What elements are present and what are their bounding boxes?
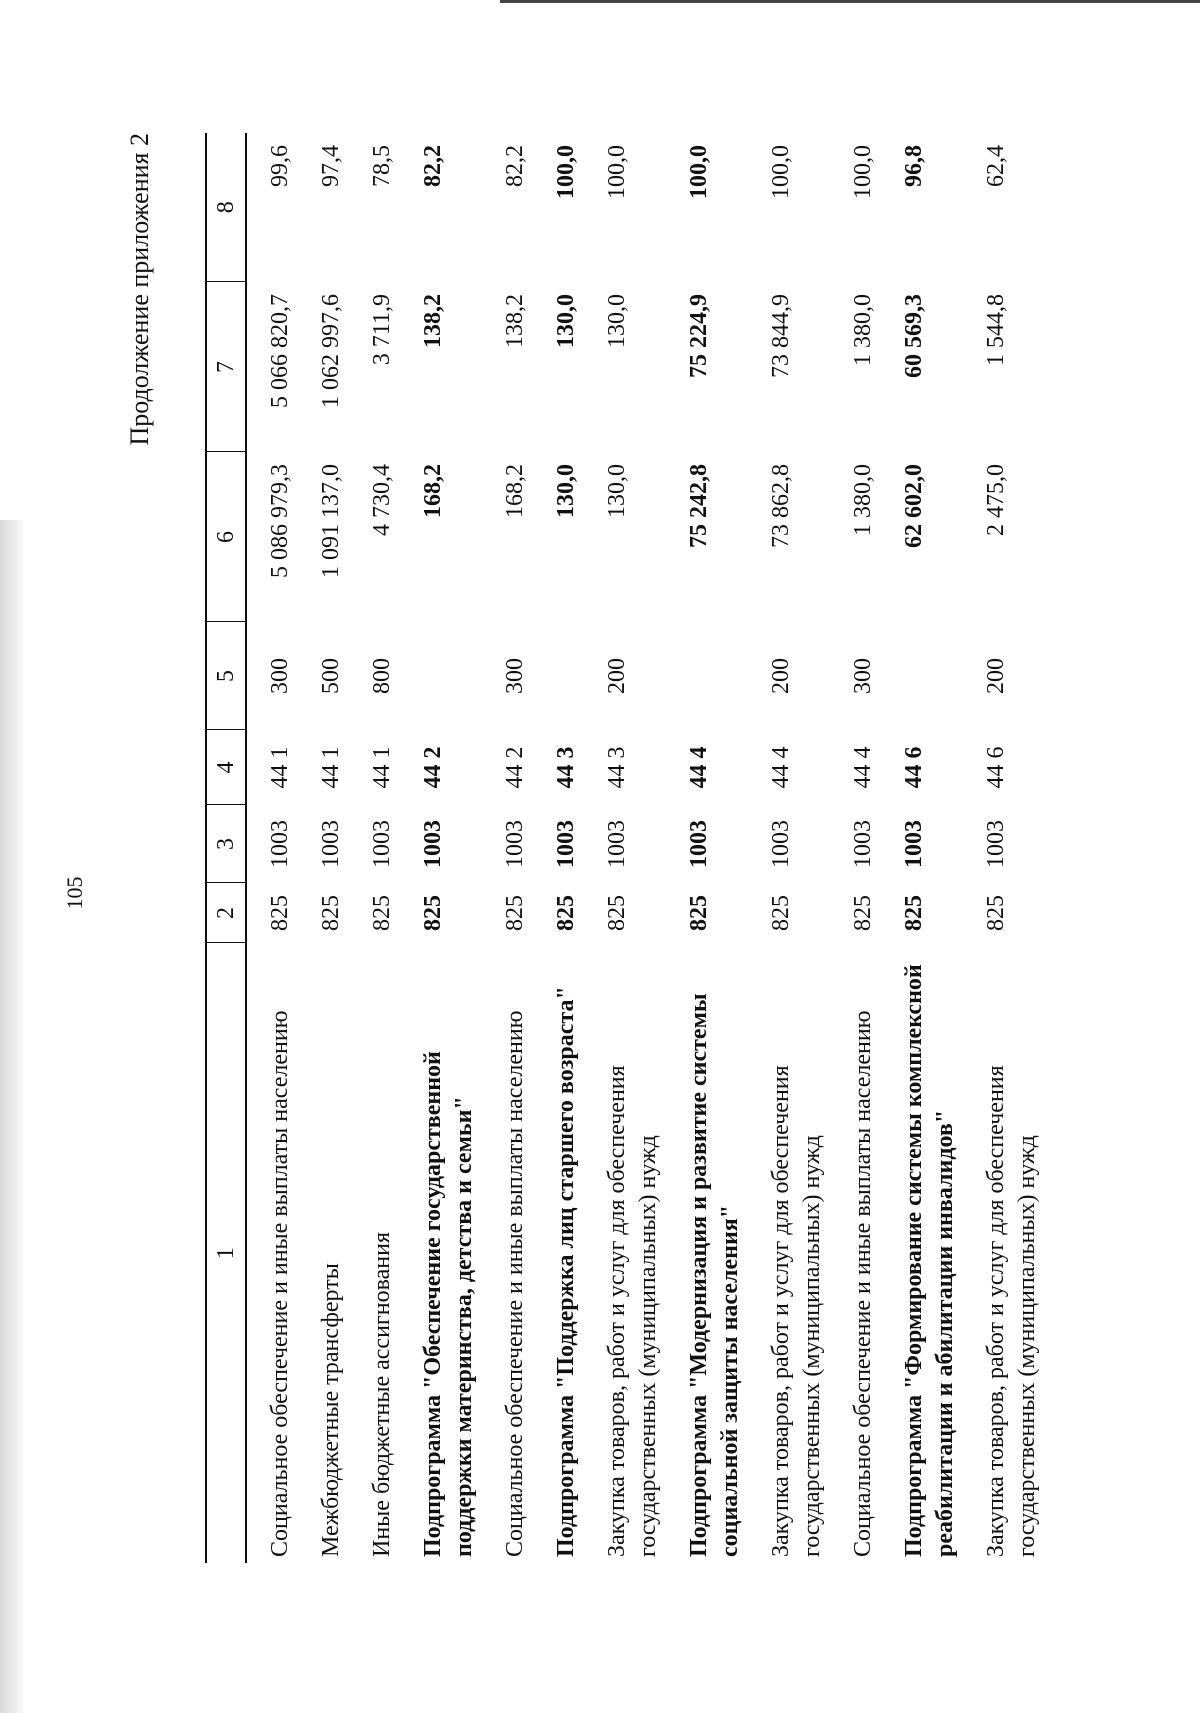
row-c8-cell: 62,4 [983, 145, 1009, 187]
row-c7-cell: 1 544,8 [983, 294, 1009, 366]
table-row [246, 133, 298, 1563]
row-name-cell: Подпрограмма "Обеспечение государственной поддержки материнства, детства и семьи" [420, 1051, 477, 1557]
row-c6-cell: 62 602,0 [901, 464, 927, 548]
table-row [748, 133, 830, 1563]
row-c7-cell: 73 844,9 [768, 294, 794, 378]
row-c6-cell: 1 091 137,0 [318, 464, 344, 578]
row-c7-cell: 130,0 [604, 294, 630, 348]
row-name-cell: Социальное обеспечение и иные выплаты населению [502, 1010, 528, 1557]
row-c3-cell: 1003 [604, 820, 630, 868]
row-c5-cell [533, 622, 584, 730]
row-c6-cell: 4 730,4 [369, 464, 395, 536]
column-header: 8 [206, 133, 246, 282]
row-c6-cell: 130,0 [553, 464, 579, 518]
row-c5-cell: 300 [502, 658, 528, 694]
row-c2-cell: 825 [318, 895, 344, 931]
row-c3-cell: 1003 [318, 820, 344, 868]
row-c5-cell [666, 622, 748, 730]
row-c8-cell: 100,0 [553, 145, 579, 199]
table-row [482, 133, 533, 1563]
row-c8-cell: 100,0 [686, 145, 712, 199]
row-c2-cell: 825 [553, 895, 579, 931]
table-row [584, 133, 666, 1563]
column-header: 6 [206, 452, 246, 622]
row-c6-cell: 1 380,0 [850, 464, 876, 536]
row-c3-cell: 1003 [983, 820, 1009, 868]
row-c7-cell: 130,0 [553, 294, 579, 348]
row-c6-cell: 2 475,0 [983, 464, 1009, 536]
row-c3-cell: 1003 [768, 820, 794, 868]
table-row [881, 133, 963, 1563]
row-name-cell: Иные бюджетные ассигнования [369, 1232, 395, 1557]
row-c3-cell: 1003 [901, 820, 927, 868]
row-c5-cell [881, 622, 963, 730]
row-c2-cell: 825 [502, 895, 528, 931]
column-header: 4 [206, 730, 246, 805]
row-c4-cell: 44 1 [369, 746, 395, 789]
row-c8-cell: 78,5 [369, 145, 395, 187]
row-c7-cell: 5 066 820,7 [267, 294, 293, 408]
table-row [533, 133, 584, 1563]
row-c6-cell: 130,0 [604, 464, 630, 518]
row-c7-cell: 75 224,9 [686, 294, 712, 378]
row-c3-cell: 1003 [502, 820, 528, 868]
row-c6-cell: 168,2 [502, 464, 528, 518]
row-c8-cell: 99,6 [267, 145, 293, 187]
row-c4-cell: 44 4 [850, 746, 876, 789]
row-c2-cell: 825 [983, 895, 1009, 931]
row-c5-cell: 500 [318, 658, 344, 694]
row-c7-cell: 138,2 [420, 294, 446, 348]
table-row [349, 133, 400, 1563]
table-row [963, 133, 1045, 1563]
column-header: 3 [206, 805, 246, 883]
row-name-cell: Социальное обеспечение и иные выплаты населению [267, 1010, 293, 1557]
row-c2-cell: 825 [850, 895, 876, 931]
row-c5-cell: 800 [369, 658, 395, 694]
row-c4-cell: 44 1 [267, 746, 293, 789]
row-c2-cell: 825 [369, 895, 395, 931]
row-c2-cell: 825 [604, 895, 630, 931]
row-c7-cell: 1 062 997,6 [318, 294, 344, 408]
column-header: 5 [206, 622, 246, 730]
table-row [830, 133, 881, 1563]
column-header: 2 [206, 883, 246, 943]
table-row [298, 133, 349, 1563]
row-c5-cell: 200 [983, 658, 1009, 694]
row-c7-cell: 60 569,3 [901, 294, 927, 378]
row-c7-cell: 3 711,9 [369, 294, 395, 366]
row-c2-cell: 825 [267, 895, 293, 931]
row-c4-cell: 44 3 [553, 746, 579, 789]
row-c8-cell: 96,8 [901, 145, 927, 187]
row-c8-cell: 97,4 [318, 145, 344, 187]
row-name-cell: Социальное обеспечение и иные выплаты населению [850, 1010, 876, 1557]
row-c3-cell: 1003 [850, 820, 876, 868]
row-c2-cell: 825 [420, 895, 446, 931]
table-row [666, 133, 748, 1563]
column-header: 1 [206, 943, 246, 1563]
row-name-cell: Закупка товаров, работ и услуг для обеспечения государственных (муниципальных) нужд [604, 1065, 661, 1557]
table-body [246, 133, 1045, 1563]
row-c6-cell: 5 086 979,3 [267, 464, 293, 578]
continuation-label: Продолжение приложения 2 [125, 133, 154, 446]
row-c2-cell: 825 [686, 895, 712, 931]
row-name-cell: Закупка товаров, работ и услуг для обеспечения государственных (муниципальных) нужд [768, 1065, 825, 1557]
row-c5-cell: 200 [604, 658, 630, 694]
row-c4-cell: 44 4 [768, 746, 794, 789]
row-c8-cell: 100,0 [850, 145, 876, 199]
row-c8-cell: 82,2 [420, 145, 446, 187]
row-c2-cell: 825 [901, 895, 927, 931]
row-c3-cell: 1003 [420, 820, 446, 868]
row-c7-cell: 1 380,0 [850, 294, 876, 366]
row-name-cell: Закупка товаров, работ и услуг для обеспечения государственных (муниципальных) нужд [983, 1065, 1040, 1557]
row-c4-cell: 44 3 [604, 746, 630, 789]
table-row [400, 133, 482, 1563]
page-number: 105 [62, 876, 87, 910]
row-c3-cell: 1003 [553, 820, 579, 868]
row-c4-cell: 44 4 [686, 746, 712, 789]
row-c4-cell: 44 2 [502, 746, 528, 789]
budget-table [205, 133, 1045, 1563]
row-c2-cell: 825 [768, 895, 794, 931]
row-c4-cell: 44 6 [901, 746, 927, 789]
row-c6-cell: 168,2 [420, 464, 446, 518]
row-c4-cell: 44 1 [318, 746, 344, 789]
row-name-cell: Межбюджетные трансферты [318, 1263, 344, 1557]
row-c5-cell [400, 622, 482, 730]
row-c3-cell: 1003 [267, 820, 293, 868]
row-name-cell: Подпрограмма "Модернизация и развитие системы социальной защиты населения" [686, 993, 743, 1557]
row-c8-cell: 100,0 [768, 145, 794, 199]
row-c5-cell: 300 [850, 658, 876, 694]
row-c6-cell: 75 242,8 [686, 464, 712, 548]
row-c3-cell: 1003 [369, 820, 395, 868]
row-name-cell: Подпрограмма "Формирование системы комплексной реабилитации и абилитации инвалидов" [901, 964, 958, 1557]
row-c4-cell: 44 6 [983, 746, 1009, 789]
row-c4-cell: 44 2 [420, 746, 446, 789]
row-c5-cell: 200 [768, 658, 794, 694]
column-header-row [206, 133, 246, 1563]
row-c8-cell: 100,0 [604, 145, 630, 199]
row-c3-cell: 1003 [686, 820, 712, 868]
column-header: 7 [206, 282, 246, 452]
row-c6-cell: 73 862,8 [768, 464, 794, 548]
row-name-cell: Подпрограмма "Поддержка лиц старшего возраста" [553, 986, 579, 1557]
row-c5-cell: 300 [267, 658, 293, 694]
row-c8-cell: 82,2 [502, 145, 528, 187]
row-c7-cell: 138,2 [502, 294, 528, 348]
